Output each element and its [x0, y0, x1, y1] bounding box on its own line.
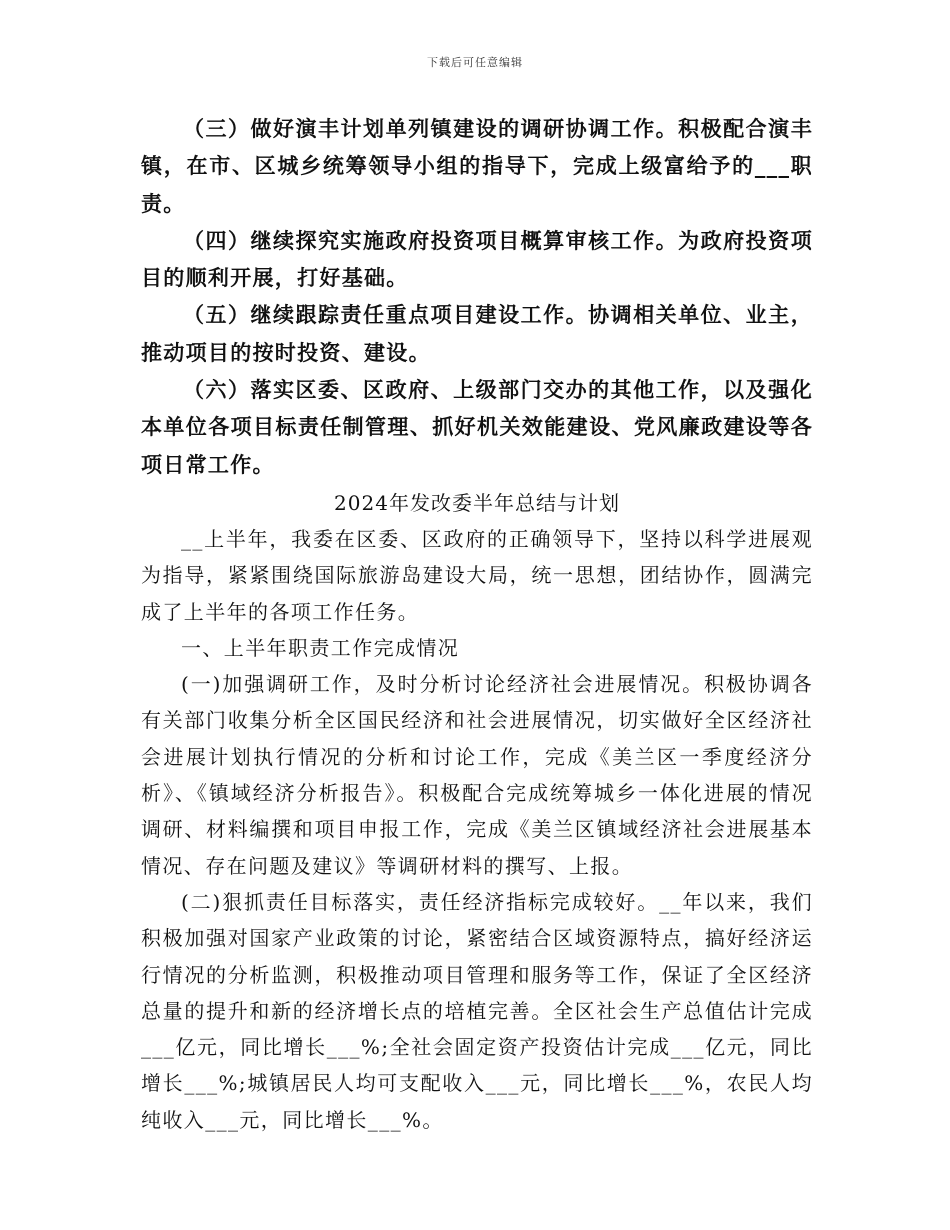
document-body: [141, 110, 813, 1138]
plan-item-5: （五）继续跟踪责任重点项目建设工作。协调相关单位、业主，推动项目的按时投资、建设。: [141, 302, 813, 365]
intro-paragraph: __上半年，我委在区委、区政府的正确领导下，坚持以科学进展观为指导，紧紧围绕国际旅游岛建设大局，统一思想，团结协作，圆满完成了上半年的各项工作任务。: [141, 526, 813, 624]
section-paragraph-2: (二)狠抓责任目标落实，责任经济指标完成较好。__年以来，我们积极加强对国家产业政策的讨论，紧密结合区域资源特点，搞好经济运行情况的分析监测，积极推动项目管理和服务等工作，保证了全区经济总量的提升和新的经济增长点的培植完善。全区社会生产总值估计完成___亿元，同比增长___%;全社会固定资产投资估计完成___亿元，同比增长___%;城镇居民人均可支配收入___元，同比增长___%，农民人均纯收入___元，同比增长___%。: [141, 889, 813, 1132]
page-header: 下载后可任意编辑: [427, 56, 523, 69]
plan-item-4: （四）继续探究实施政府投资项目概算审核工作。为政府投资项目的顺利开展，打好基础。: [141, 227, 813, 291]
plan-item-6: （六）落实区委、区政府、上级部门交办的其他工作，以及强化本单位各项目标责任制管理、抓好机关效能建设、党风廉政建设等各项日常工作。: [141, 377, 813, 477]
document-title: 2024年发改委半年总结与计划: [334, 490, 620, 515]
plan-item-3: （三）做好演丰计划单列镇建设的调研协调工作。积极配合演丰镇，在市、区城乡统筹领导小组的指导下，完成上级富给予的___职责。: [141, 116, 813, 216]
section-paragraph-1: (一)加强调研工作，及时分析讨论经济社会进展情况。积极协调各有关部门收集分析全区国民经济和社会进展情况，切实做好全区经济社会进展计划执行情况的分析和讨论工作，完成《美兰区一季度经济分析》、《镇域经济分析报告》。积极配合完成统筹城乡一体化进展的情况调研、材料编撰和项目申报工作，完成《美兰区镇域经济社会进展基本情况、存在问题及建议》等调研材料的撰写、上报。: [141, 672, 813, 878]
section-heading: 一、上半年职责工作完成情况: [181, 635, 460, 660]
